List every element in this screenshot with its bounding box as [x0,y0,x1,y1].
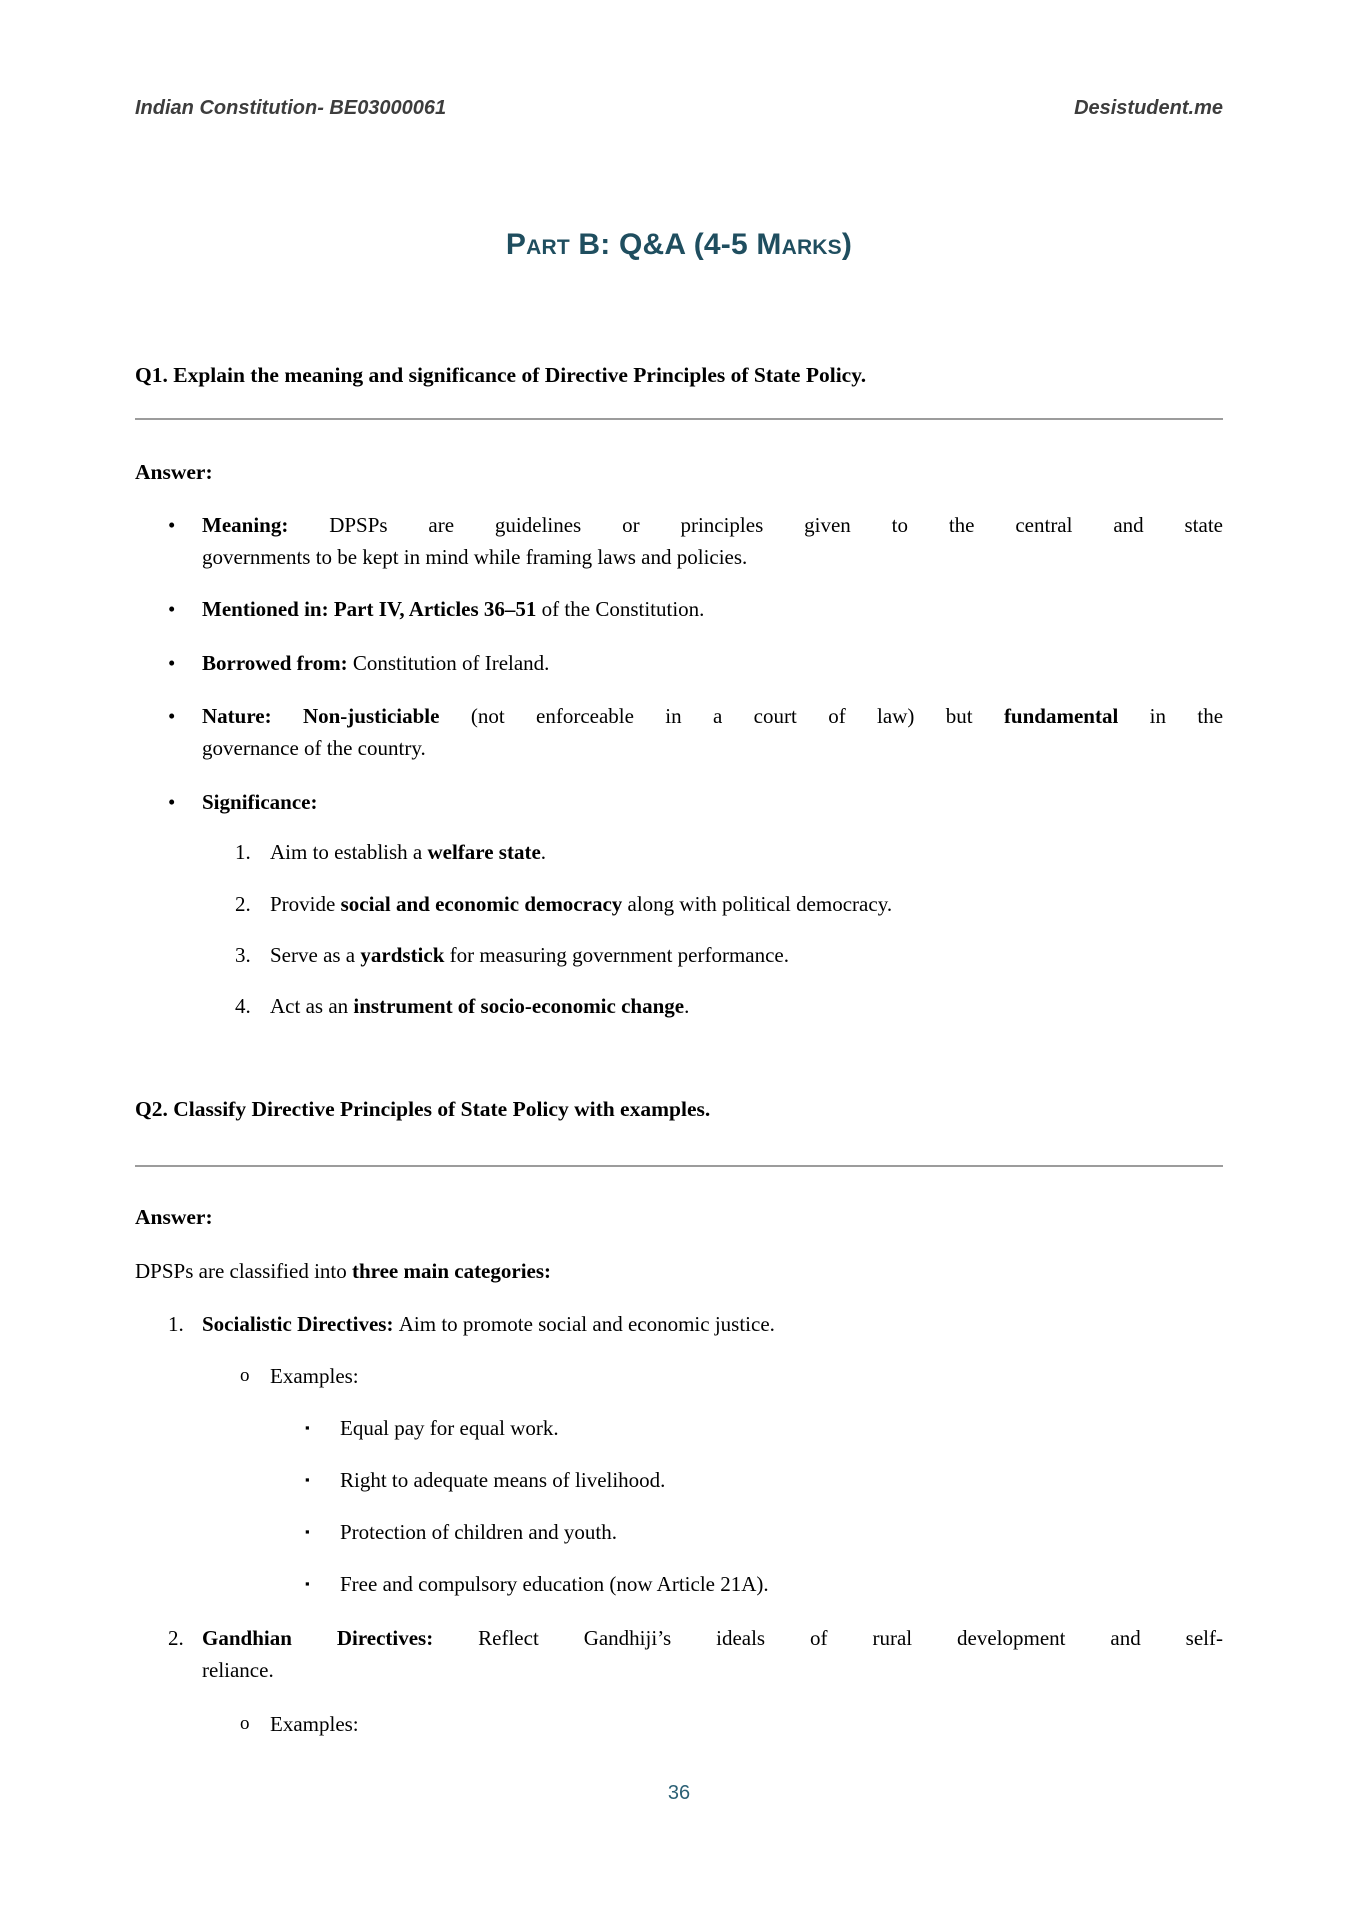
example-text: Right to adequate means of livelihood. [340,1468,666,1492]
bullet-item-nature [135,700,1223,764]
sub-item-examples [135,1708,1223,1740]
example-item [135,1464,1223,1496]
divider-q2 [135,1165,1223,1167]
example-item [135,1412,1223,1444]
header-course-code: Indian Constitution- BE03000061 [135,97,447,119]
circle-marker: o [240,1365,250,1386]
bullet-text [202,700,1223,764]
square-marker: ▪ [305,1576,310,1591]
list-number: 3. [235,943,251,967]
numbered-item-gandhian [135,1622,1223,1686]
divider-q1 [135,418,1223,420]
numbered-item [135,836,1223,868]
section-title: Part B: Q&A (4-5 Marks) [505,228,853,261]
numbered-item-socialistic [135,1308,1223,1340]
page-header [135,95,1223,121]
list-number: 4. [235,994,251,1018]
example-item [135,1568,1223,1600]
numbered-item [135,990,1223,1022]
page-number: 36 [667,1782,691,1804]
bullet-text: Borrowed from: Constitution of Ireland. [202,651,550,675]
text-line: governments to be kept in mind while framing laws and policies. [202,545,748,569]
bullet-marker: • [168,704,176,728]
sub-item-label: Examples: [270,1364,359,1388]
numbered-text: Aim to establish a welfare state. [270,840,547,864]
example-item [135,1516,1223,1548]
bullet-text: Significance: [202,790,318,814]
list-number: 2. [235,892,251,916]
example-text: Equal pay for equal work. [340,1416,559,1440]
numbered-text: Act as an instrument of socio-economic change. [270,994,690,1018]
bullet-item-significance [135,786,1223,818]
text-line: Nature: Non-justiciable (not enforceable in a court of law) but fundamental in the [202,704,1224,728]
bullet-text [202,509,1223,573]
bullet-marker: • [168,513,176,537]
bullet-item-meaning [135,509,1223,573]
bullet-marker: • [168,790,176,814]
numbered-text: Serve as a yardstick for measuring government performance. [270,943,790,967]
list-number: 1. [235,840,251,864]
list-number: 2. [168,1626,184,1650]
numbered-text: Socialistic Directives: Aim to promote social and economic justice. [202,1312,775,1336]
circle-marker: o [240,1713,250,1734]
bullet-marker: • [168,597,176,621]
sub-item-label: Examples: [270,1712,359,1736]
q2-intro: DPSPs are classified into three main categories: [135,1259,552,1283]
q2-answer-label: Answer: [135,1205,213,1229]
numbered-text: Provide social and economic democracy along with political democracy. [270,892,893,916]
numbered-item [135,939,1223,971]
square-marker: ▪ [305,1472,310,1487]
numbered-text [202,1622,1223,1686]
square-marker: ▪ [305,1420,310,1435]
bullet-item-mentioned [135,593,1223,625]
example-text: Free and compulsory education (now Article 21A). [340,1572,769,1596]
sub-item-examples [135,1360,1223,1392]
list-number: 1. [168,1312,184,1336]
bullet-item-borrowed [135,647,1223,679]
square-marker: ▪ [305,1524,310,1539]
q1-answer-label: Answer: [135,460,213,484]
text-line: governance of the country. [202,736,426,760]
bullet-text: Mentioned in: Part IV, Articles 36–51 of the Constitution. [202,597,705,621]
q1-heading: Q1. Explain the meaning and significance of Directive Principles of State Policy. [135,363,867,387]
header-site-name: Desistudent.me [1074,97,1223,119]
bullet-marker: • [168,651,176,675]
q2-heading: Q2. Classify Directive Principles of State Policy with examples. [135,1097,711,1121]
text-line: Gandhian Directives: Reflect Gandhiji’s ideals of rural development and self- [202,1626,1223,1650]
text-line: reliance. [202,1658,274,1682]
numbered-item [135,888,1223,920]
text-line: Meaning: DPSPs are guidelines or principles given to the central and state [202,513,1223,537]
example-text: Protection of children and youth. [340,1520,618,1544]
